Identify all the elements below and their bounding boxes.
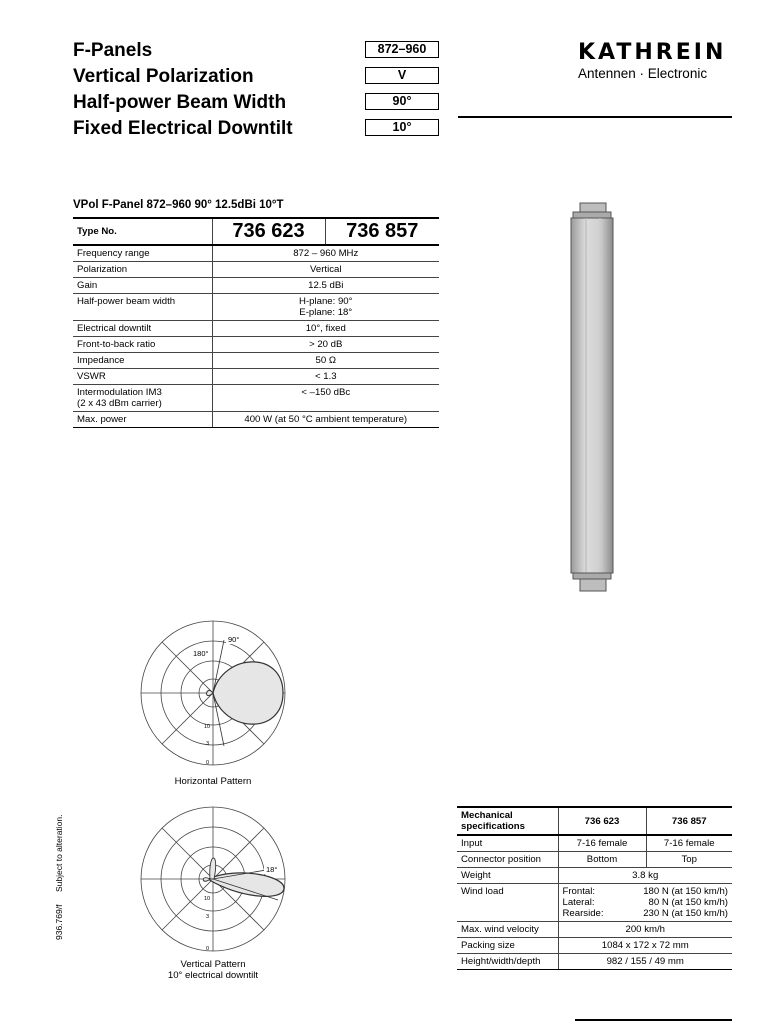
- label-line: (2 x 43 dBm carrier): [77, 398, 162, 409]
- table-row: [73, 337, 439, 353]
- row-label: Weight: [457, 868, 558, 884]
- downtilt-box: 10°: [365, 119, 439, 136]
- row-label: [73, 385, 212, 412]
- table-row: [73, 412, 439, 428]
- polarization-box: V: [365, 67, 439, 84]
- table-row: [73, 245, 439, 262]
- vertical-polar-plot: [138, 806, 288, 952]
- table-row: [73, 262, 439, 278]
- row-value: 1084 x 172 x 72 mm: [558, 938, 732, 954]
- document-code: 936.769/f: [54, 904, 64, 940]
- antenna-panel-image: [560, 200, 620, 600]
- type-number-a: 736 623: [212, 218, 325, 245]
- row-label: VSWR: [73, 369, 212, 385]
- row-value: Top: [646, 852, 732, 868]
- angle-label: 90°: [228, 635, 240, 644]
- wind-key: Rearside:: [562, 908, 604, 919]
- ring-label: 3: [206, 914, 210, 920]
- title-line: Vertical Polarization: [73, 66, 254, 87]
- table-row: [73, 278, 439, 294]
- wind-value: 180 N (at 150 km/h): [643, 886, 728, 897]
- side-note: [52, 806, 66, 940]
- ring-label: 10: [204, 724, 211, 730]
- table-header-row: [457, 807, 732, 835]
- row-value: 7-16 female: [646, 835, 732, 852]
- row-value: 50 Ω: [212, 353, 439, 369]
- table-row: [73, 294, 439, 321]
- header-divider: [458, 116, 732, 118]
- mechanical-spec-table: [457, 806, 732, 970]
- ring-label: 0: [206, 946, 210, 952]
- row-value: < –150 dBc: [212, 385, 439, 412]
- brand-logo: KATHREIN: [578, 40, 727, 65]
- row-value: 400 W (at 50 °C ambient temperature): [212, 412, 439, 428]
- ring-label: 3: [206, 741, 210, 747]
- horizontal-polar-plot: [138, 620, 288, 766]
- row-label: Impedance: [73, 353, 212, 369]
- electrical-spec-table: [73, 217, 439, 428]
- wind-key: Lateral:: [562, 897, 595, 908]
- row-label: Front-to-back ratio: [73, 337, 212, 353]
- table-header-row: [73, 218, 439, 245]
- angle-label: 18°: [266, 865, 278, 874]
- row-label: Input: [457, 835, 558, 852]
- wind-value: 80 N (at 150 km/h): [648, 897, 728, 908]
- row-value: Vertical: [212, 262, 439, 278]
- label-line: Intermodulation IM3: [77, 387, 162, 398]
- frequency-box: 872–960: [365, 41, 439, 58]
- footer-rule: [575, 1019, 732, 1021]
- row-label: Electrical downtilt: [73, 321, 212, 337]
- beamwidth-box: 90°: [365, 93, 439, 110]
- row-label: Polarization: [73, 262, 212, 278]
- pattern-caption-sub: 10° electrical downtilt: [167, 970, 259, 981]
- row-label: Max. power: [73, 412, 212, 428]
- table-row: [457, 954, 732, 970]
- angle-label: 180°: [193, 649, 209, 658]
- row-label: Packing size: [457, 938, 558, 954]
- mechanical-header: Mechanical specifications: [457, 807, 558, 835]
- table-row: [457, 938, 732, 954]
- row-value: 200 km/h: [558, 922, 732, 938]
- pattern-caption: Horizontal Pattern: [174, 776, 252, 787]
- table-row: [457, 922, 732, 938]
- row-label: Gain: [73, 278, 212, 294]
- row-label: Connector position: [457, 852, 558, 868]
- wind-load-values: [558, 884, 732, 922]
- row-label: Wind load: [457, 884, 558, 922]
- row-value: > 20 dB: [212, 337, 439, 353]
- row-value: 3.8 kg: [558, 868, 732, 884]
- wind-key: Frontal:: [562, 886, 596, 897]
- row-value: 982 / 155 / 49 mm: [558, 954, 732, 970]
- table-row: [73, 369, 439, 385]
- title-line: Half-power Beam Width: [73, 92, 287, 113]
- brand-subtitle: Antennen · Electronic: [578, 66, 708, 81]
- ring-label: 0: [206, 760, 210, 766]
- table-row: [457, 884, 732, 922]
- row-label: Frequency range: [73, 245, 212, 262]
- table-row: [457, 835, 732, 852]
- value-line: E-plane: 18°: [299, 307, 353, 318]
- title-block: [73, 38, 293, 142]
- column-a: 736 623: [558, 807, 646, 835]
- type-label: Type No.: [73, 218, 212, 245]
- table-row: [457, 868, 732, 884]
- table-row: [457, 852, 732, 868]
- spec-title: VPol F-Panel 872–960 90° 12.5dBi 10°T: [73, 199, 284, 211]
- type-number-b: 736 857: [325, 218, 439, 245]
- row-value: 872 – 960 MHz: [212, 245, 439, 262]
- vertical-pattern: [138, 806, 288, 986]
- value-line: H-plane: 90°: [299, 296, 353, 307]
- wind-value: 230 N (at 150 km/h): [643, 908, 728, 919]
- row-label: Max. wind velocity: [457, 922, 558, 938]
- title-boxes: [365, 41, 439, 145]
- column-b: 736 857: [646, 807, 732, 835]
- row-value: < 1.3: [212, 369, 439, 385]
- row-value: Bottom: [558, 852, 646, 868]
- row-label: Height/width/depth: [457, 954, 558, 970]
- row-value: 12.5 dBi: [212, 278, 439, 294]
- title-line: Fixed Electrical Downtilt: [73, 118, 293, 139]
- ring-label: 10: [204, 896, 211, 902]
- row-label: Half-power beam width: [73, 294, 212, 321]
- table-row: [73, 385, 439, 412]
- alteration-note: Subject to alteration.: [54, 814, 64, 892]
- pattern-caption: Vertical Pattern: [180, 959, 246, 970]
- table-row: [73, 321, 439, 337]
- row-value: [212, 294, 439, 321]
- title-line: F-Panels: [73, 40, 153, 61]
- horizontal-pattern: [138, 620, 288, 785]
- row-value: 7-16 female: [558, 835, 646, 852]
- row-value: 10°, fixed: [212, 321, 439, 337]
- table-row: [73, 353, 439, 369]
